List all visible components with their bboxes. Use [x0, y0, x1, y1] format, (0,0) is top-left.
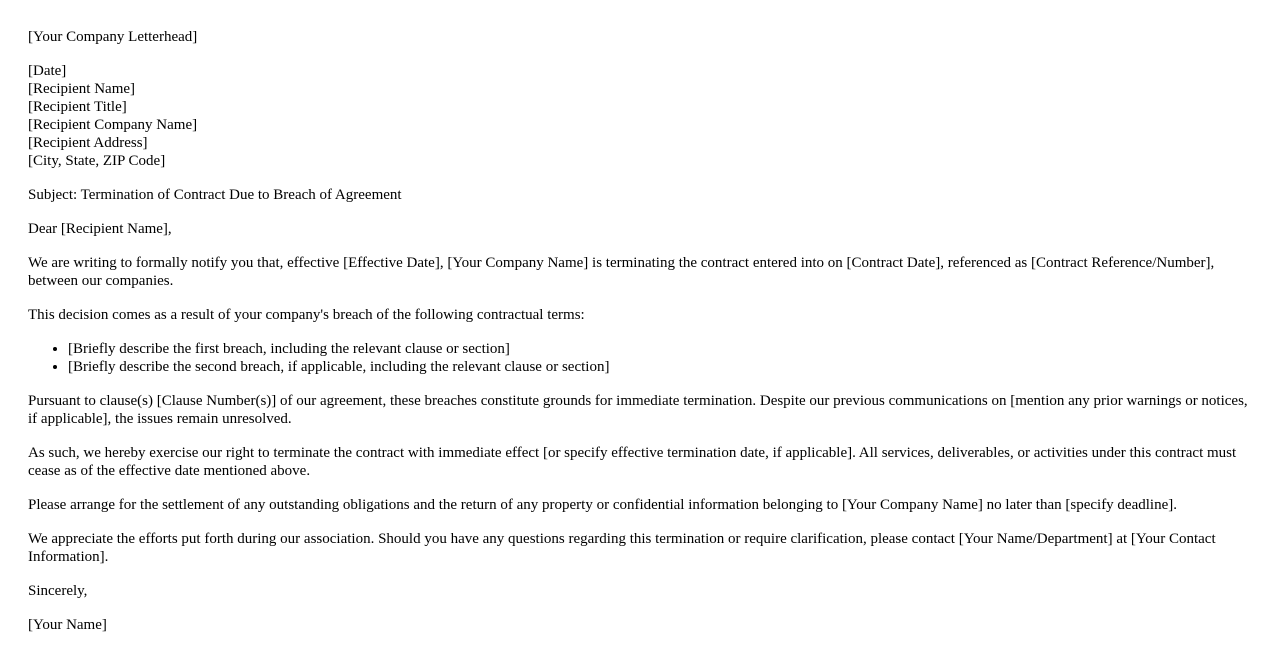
signature-name: [Your Name]	[28, 617, 107, 633]
recipient-address-line: [Recipient Address]	[28, 135, 148, 151]
recipient-name-line: [Recipient Name]	[28, 81, 136, 97]
breach-list	[28, 340, 1250, 376]
recipient-title-line: [Recipient Title]	[28, 99, 127, 115]
salutation: Dear [Recipient Name],	[28, 221, 172, 237]
date-line: [Date]	[28, 63, 67, 79]
closing: Sincerely,	[28, 583, 88, 599]
recipient-company-line: [Recipient Company Name]	[28, 117, 198, 133]
paragraph-pursuant: Pursuant to clause(s) [Clause Number(s)] of our agreement, these breaches constitute grounds for immediate termination. Despite our previous communications on [mention any prior warnings or notices, if applicable], the issues remain unresolved.	[28, 393, 1248, 427]
list-item: • [Briefly describe the first breach, including the relevant clause or section]	[68, 340, 1250, 358]
paragraph-settlement: Please arrange for the settlement of any outstanding obligations and the return of any property or confidential information belonging to [Your Company Name] no later than [specify deadline].	[28, 497, 1177, 513]
paragraph-decision: This decision comes as a result of your company's breach of the following contractual terms:	[28, 307, 585, 323]
subject-line: Subject: Termination of Contract Due to Breach of Agreement	[28, 187, 402, 203]
paragraph-appreciate: We appreciate the efforts put forth during our association. Should you have any questions regarding this termination or require clarification, please contact [Your Name/Department] at [Your Contact Information].	[28, 531, 1216, 565]
city-state-zip-line: [City, State, ZIP Code]	[28, 153, 166, 169]
list-item: • [Briefly describe the second breach, if applicable, including the relevant clause or section]	[68, 358, 1250, 376]
paragraph-notify: We are writing to formally notify you that, effective [Effective Date], [Your Company Name] is terminating the contract entered into on [Contract Date], referenced as [Contract Reference/Number], between our companies.	[28, 255, 1215, 289]
paragraph-exercise: As such, we hereby exercise our right to terminate the contract with immediate effect [or specify effective termination date, if applicable]. All services, deliverables, or activities under this contract must cease as of the effective date mentioned above.	[28, 445, 1237, 479]
recipient-address-block	[28, 62, 1250, 170]
letterhead: [Your Company Letterhead]	[28, 29, 198, 45]
